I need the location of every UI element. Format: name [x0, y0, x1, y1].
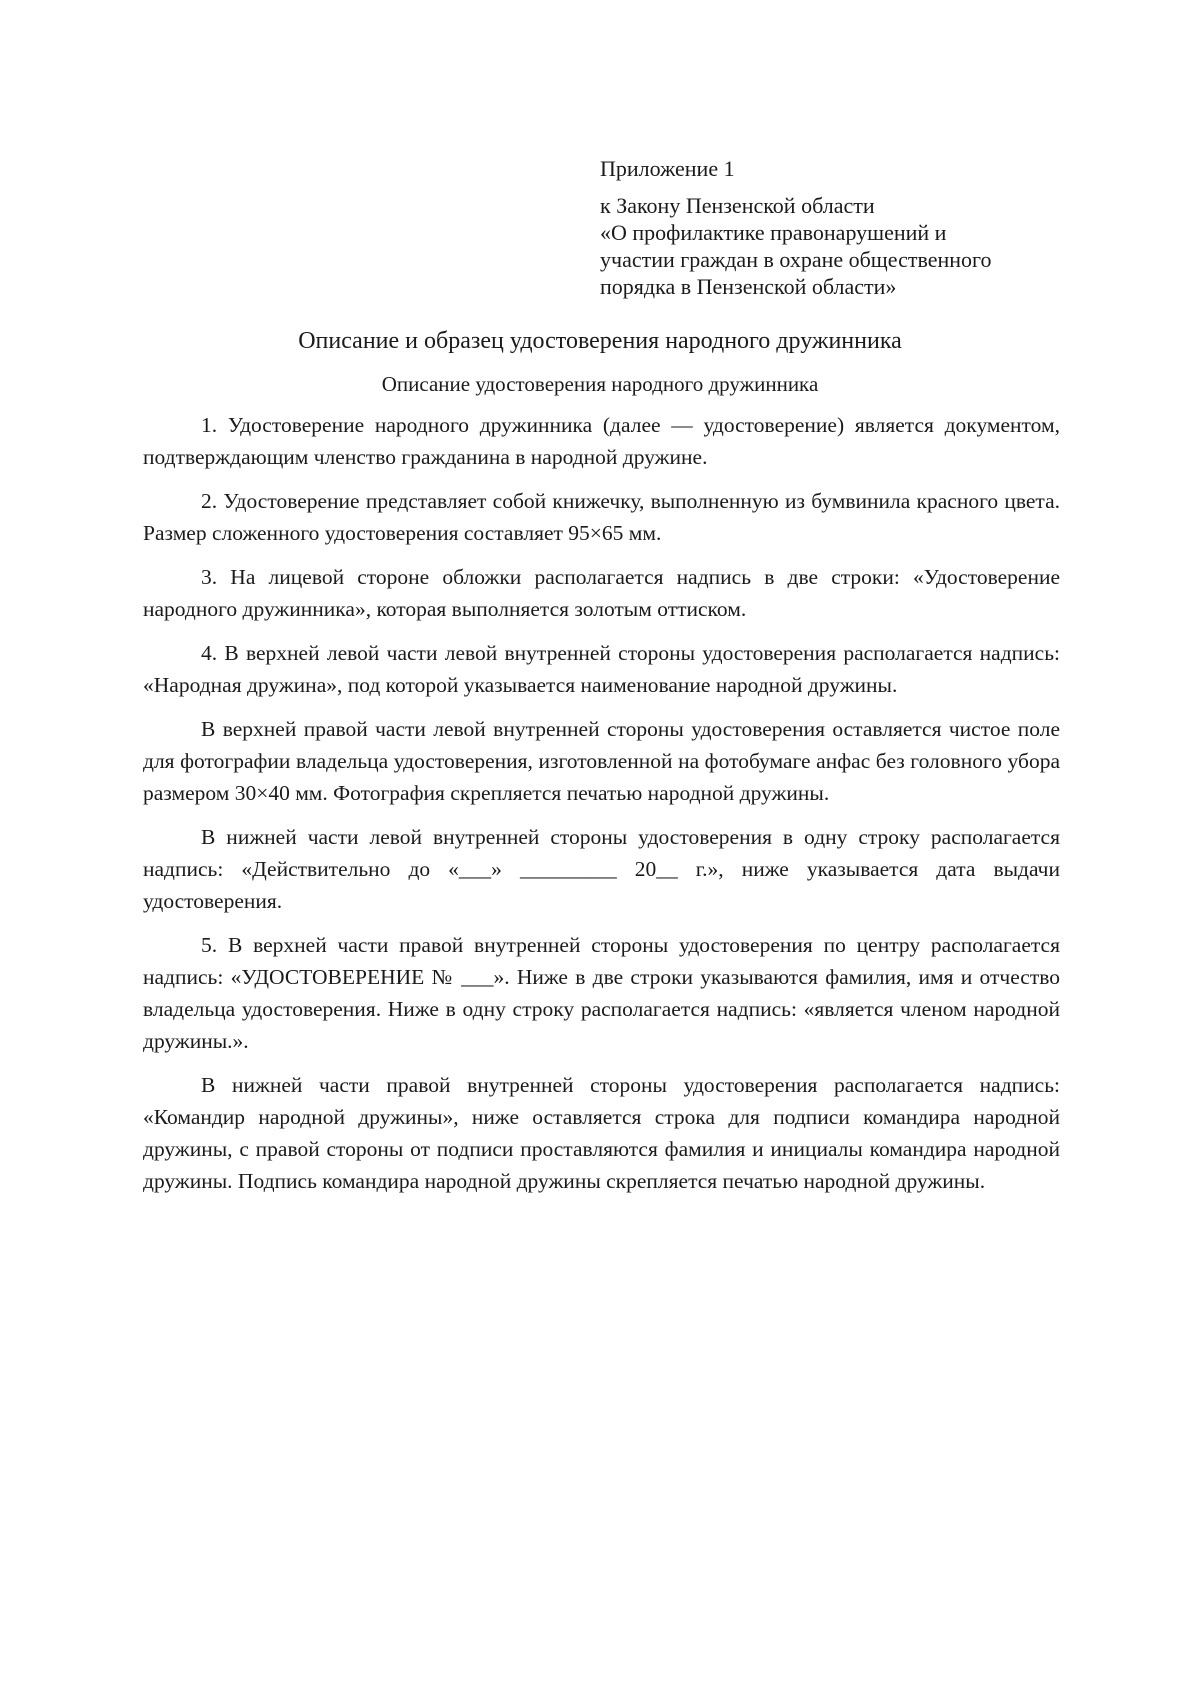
paragraph: В верхней правой части левой внутренней стороны удостоверения оставляется чистое поле для фотографии владельца удостоверения, изготовленной на фотобумаге анфас без головного убора размером 30×40 мм. Фотография скрепляется печатью народной дружины. [143, 717, 1060, 805]
appendix-header [600, 155, 1060, 300]
document-body [143, 409, 1060, 1209]
paragraph: В нижней части левой внутренней стороны удостоверения в одну строку располагается надпись: «Действительно до «___» _________ 20__ г.», ниже указывается дата выдачи удостоверения. [143, 825, 1060, 913]
document-title: Описание и образец удостоверения народного дружинника [298, 328, 902, 354]
paragraph: 3. На лицевой стороне обложки располагается надпись в две строки: «Удостоверение народного дружинника», которая выполняется золотым оттиском. [143, 565, 1060, 621]
paragraph: 1. Удостоверение народного дружинника (далее — удостоверение) является документом, подтверждающим членство гражданина в народной дружине. [143, 413, 1060, 469]
paragraph: 5. В верхней части правой внутренней стороны удостоверения по центру располагается надпись: «УДОСТОВЕРЕНИЕ № ___». Ниже в две строки указываются фамилия, имя и отчество владельца удостоверения. Ниже в одну строку располагается надпись: «является членом народной дружины.». [143, 933, 1060, 1053]
appendix-line: к Закону Пензенской области [600, 193, 875, 218]
paragraph: 4. В верхней левой части левой внутренней стороны удостоверения располагается надпись: «Народная дружина», под которой указывается наименование народной дружины. [143, 641, 1060, 697]
appendix-line: порядка в Пензенской области» [600, 274, 897, 299]
document-subtitle: Описание удостоверения народного дружинника [381, 372, 819, 396]
paragraph: В нижней части правой внутренней стороны удостоверения располагается надпись: «Командир народной дружины», ниже оставляется строка для подписи командира народной дружины, с правой стороны от подписи проставляются фамилия и инициалы командира народной дружины. Подпись командира народной дружины скрепляется печатью народной дружины. [143, 1073, 1060, 1193]
paragraph: 2. Удостоверение представляет собой книжечку, выполненную из бумвинила красного цвета. Размер сложенного удостоверения составляет 95×65 мм. [143, 489, 1060, 545]
appendix-line: участии граждан в охране общественного [600, 247, 992, 272]
appendix-title: Приложение 1 [600, 156, 735, 181]
appendix-line: «О профилактике правонарушений и [600, 220, 947, 245]
